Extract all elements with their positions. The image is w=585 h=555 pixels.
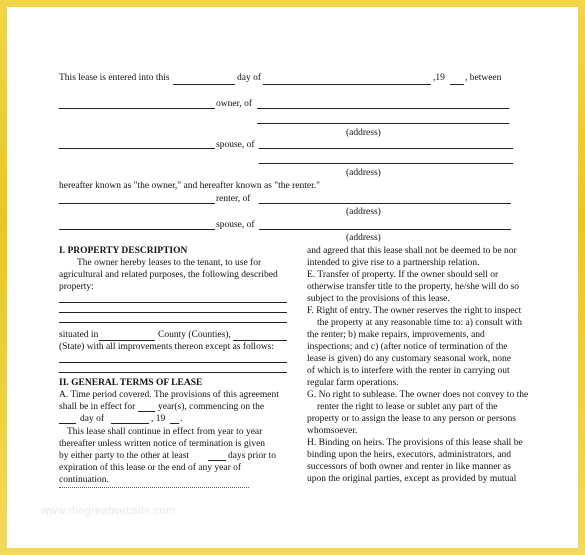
owner-address-blank-2 — [257, 123, 509, 124]
section-1-line: The owner hereby leases to the tenant, to use for — [77, 258, 262, 268]
right-col-line: of which is to interfere with the renter in carrying out — [307, 366, 510, 376]
county-text: County (Counties), — [158, 330, 231, 340]
term-line: A. Time period covered. The provisions of this agreement — [59, 390, 279, 400]
state-blank — [233, 340, 287, 341]
section-1-line: property: — [59, 282, 94, 292]
right-col-line: the renter; b) make repairs, improvements, and — [307, 330, 485, 340]
between-text: , between — [465, 73, 502, 83]
owner-name-blank — [59, 108, 215, 109]
section-1-line: agricultural and related purposes, the following described — [59, 270, 278, 280]
right-col-line: inspections; and c) (after notice of termination of the — [307, 342, 508, 352]
right-col-line: intended to give rise to a partnership relation. — [307, 258, 480, 268]
continuation-line: continuation. — [59, 475, 109, 485]
term-line: year(s), commencing on the — [158, 402, 265, 412]
exceptions-blank — [59, 372, 287, 373]
lease-document — [7, 7, 578, 548]
renter-spouse-name-blank — [59, 229, 215, 230]
state-line: (State) with all improvements thereon except as follows: — [59, 342, 275, 352]
right-col-line: H. Binding on heirs. The provisions of this lease shall be — [307, 438, 523, 448]
right-col-line: lease is given) do any customary seasonal work, none — [307, 354, 511, 364]
right-col-line: otherwise transfer title to the property, he/she will do so — [307, 282, 520, 292]
watermark: www.thegreatwebsite.com — [41, 505, 176, 517]
month-name-blank — [111, 423, 149, 424]
right-col-line: G. No right to sublease. The owner does not convey to the — [307, 390, 529, 400]
term-line: day of — [80, 414, 105, 424]
exceptions-blank — [59, 362, 287, 363]
spouse-address-blank — [259, 148, 513, 149]
right-col-line: renter the right to lease or sublet any part of the — [317, 402, 498, 412]
years-blank — [138, 411, 155, 412]
year-prefix: ,19 — [433, 73, 445, 83]
start-year-blank — [170, 423, 179, 424]
day-of-text: day of — [237, 73, 262, 83]
continuation-line: expiration of this lease or the end of any year of — [59, 463, 242, 473]
continuation-line: days prior to — [228, 451, 277, 461]
continuation-line: thereafter unless written notice of termination is given — [59, 439, 266, 449]
term-line: . — [180, 414, 183, 424]
hereafter-text: hereafter known as "the owner," and hereafter known as "the renter." — [59, 181, 320, 191]
renter-of-label: renter, of — [216, 194, 251, 204]
spouse-name-blank — [59, 148, 215, 149]
owner-address-blank — [257, 108, 509, 109]
property-blank — [59, 322, 287, 323]
intro-text: This lease is entered into this — [59, 73, 170, 83]
address-caption-1: (address) — [346, 128, 381, 138]
address-caption-4: (address) — [346, 233, 381, 243]
right-col-line: F. Right of entry. The owner reserves the right to inspect — [307, 306, 522, 316]
right-col-line: regular farm operations. — [307, 378, 399, 388]
situated-in-text: situated in — [59, 330, 99, 340]
renter-name-blank — [59, 203, 215, 204]
right-col-line: upon the original parties, except as provided by mutual — [307, 474, 517, 484]
renter-spouse-of-label: spouse, of — [216, 220, 255, 230]
property-blank — [59, 312, 287, 313]
right-col-line: subject to the provisions of this lease. — [307, 294, 450, 304]
right-col-line: E. Transfer of property. If the owner should sell or — [307, 270, 499, 280]
right-col-line: the property at any reasonable time to: a) consult with — [317, 318, 522, 328]
spouse-of-label: spouse, of — [216, 140, 255, 150]
year-blank — [450, 84, 464, 85]
right-col-line: property or to assign the lease to any person or persons — [307, 414, 516, 424]
county-blank — [99, 340, 155, 341]
right-col-line: whomsoever. — [307, 426, 358, 436]
section-2-title: II. GENERAL TERMS OF LEASE — [59, 378, 203, 388]
section-1-title: I. PROPERTY DESCRIPTION — [59, 246, 188, 256]
notice-days-blank — [208, 460, 226, 461]
renter-spouse-address-blank — [259, 229, 511, 230]
continuation-line: by either party to the other at least — [59, 451, 190, 461]
address-caption-3: (address) — [346, 207, 381, 217]
day-number-blank — [59, 423, 76, 424]
month-blank — [263, 84, 431, 85]
term-line: , 19 — [151, 414, 166, 424]
spouse-address-blank-2 — [259, 163, 513, 164]
term-line: shall be in effect for — [59, 402, 136, 412]
renter-address-blank — [259, 203, 511, 204]
continuation-line: This lease shall continue in effect from year to year — [67, 427, 263, 437]
owner-of-label: owner, of — [216, 99, 253, 109]
right-col-line: binding upon the heirs, executors, administrators, and — [307, 450, 511, 460]
page-cut-line — [59, 487, 249, 488]
address-caption-2: (address) — [346, 168, 381, 178]
day-blank — [173, 84, 235, 85]
property-blank — [59, 302, 287, 303]
right-col-line: and agreed that this lease shall not be deemed to be nor — [307, 246, 517, 256]
right-col-line: successors of both owner and renter in like manner as — [307, 462, 511, 472]
